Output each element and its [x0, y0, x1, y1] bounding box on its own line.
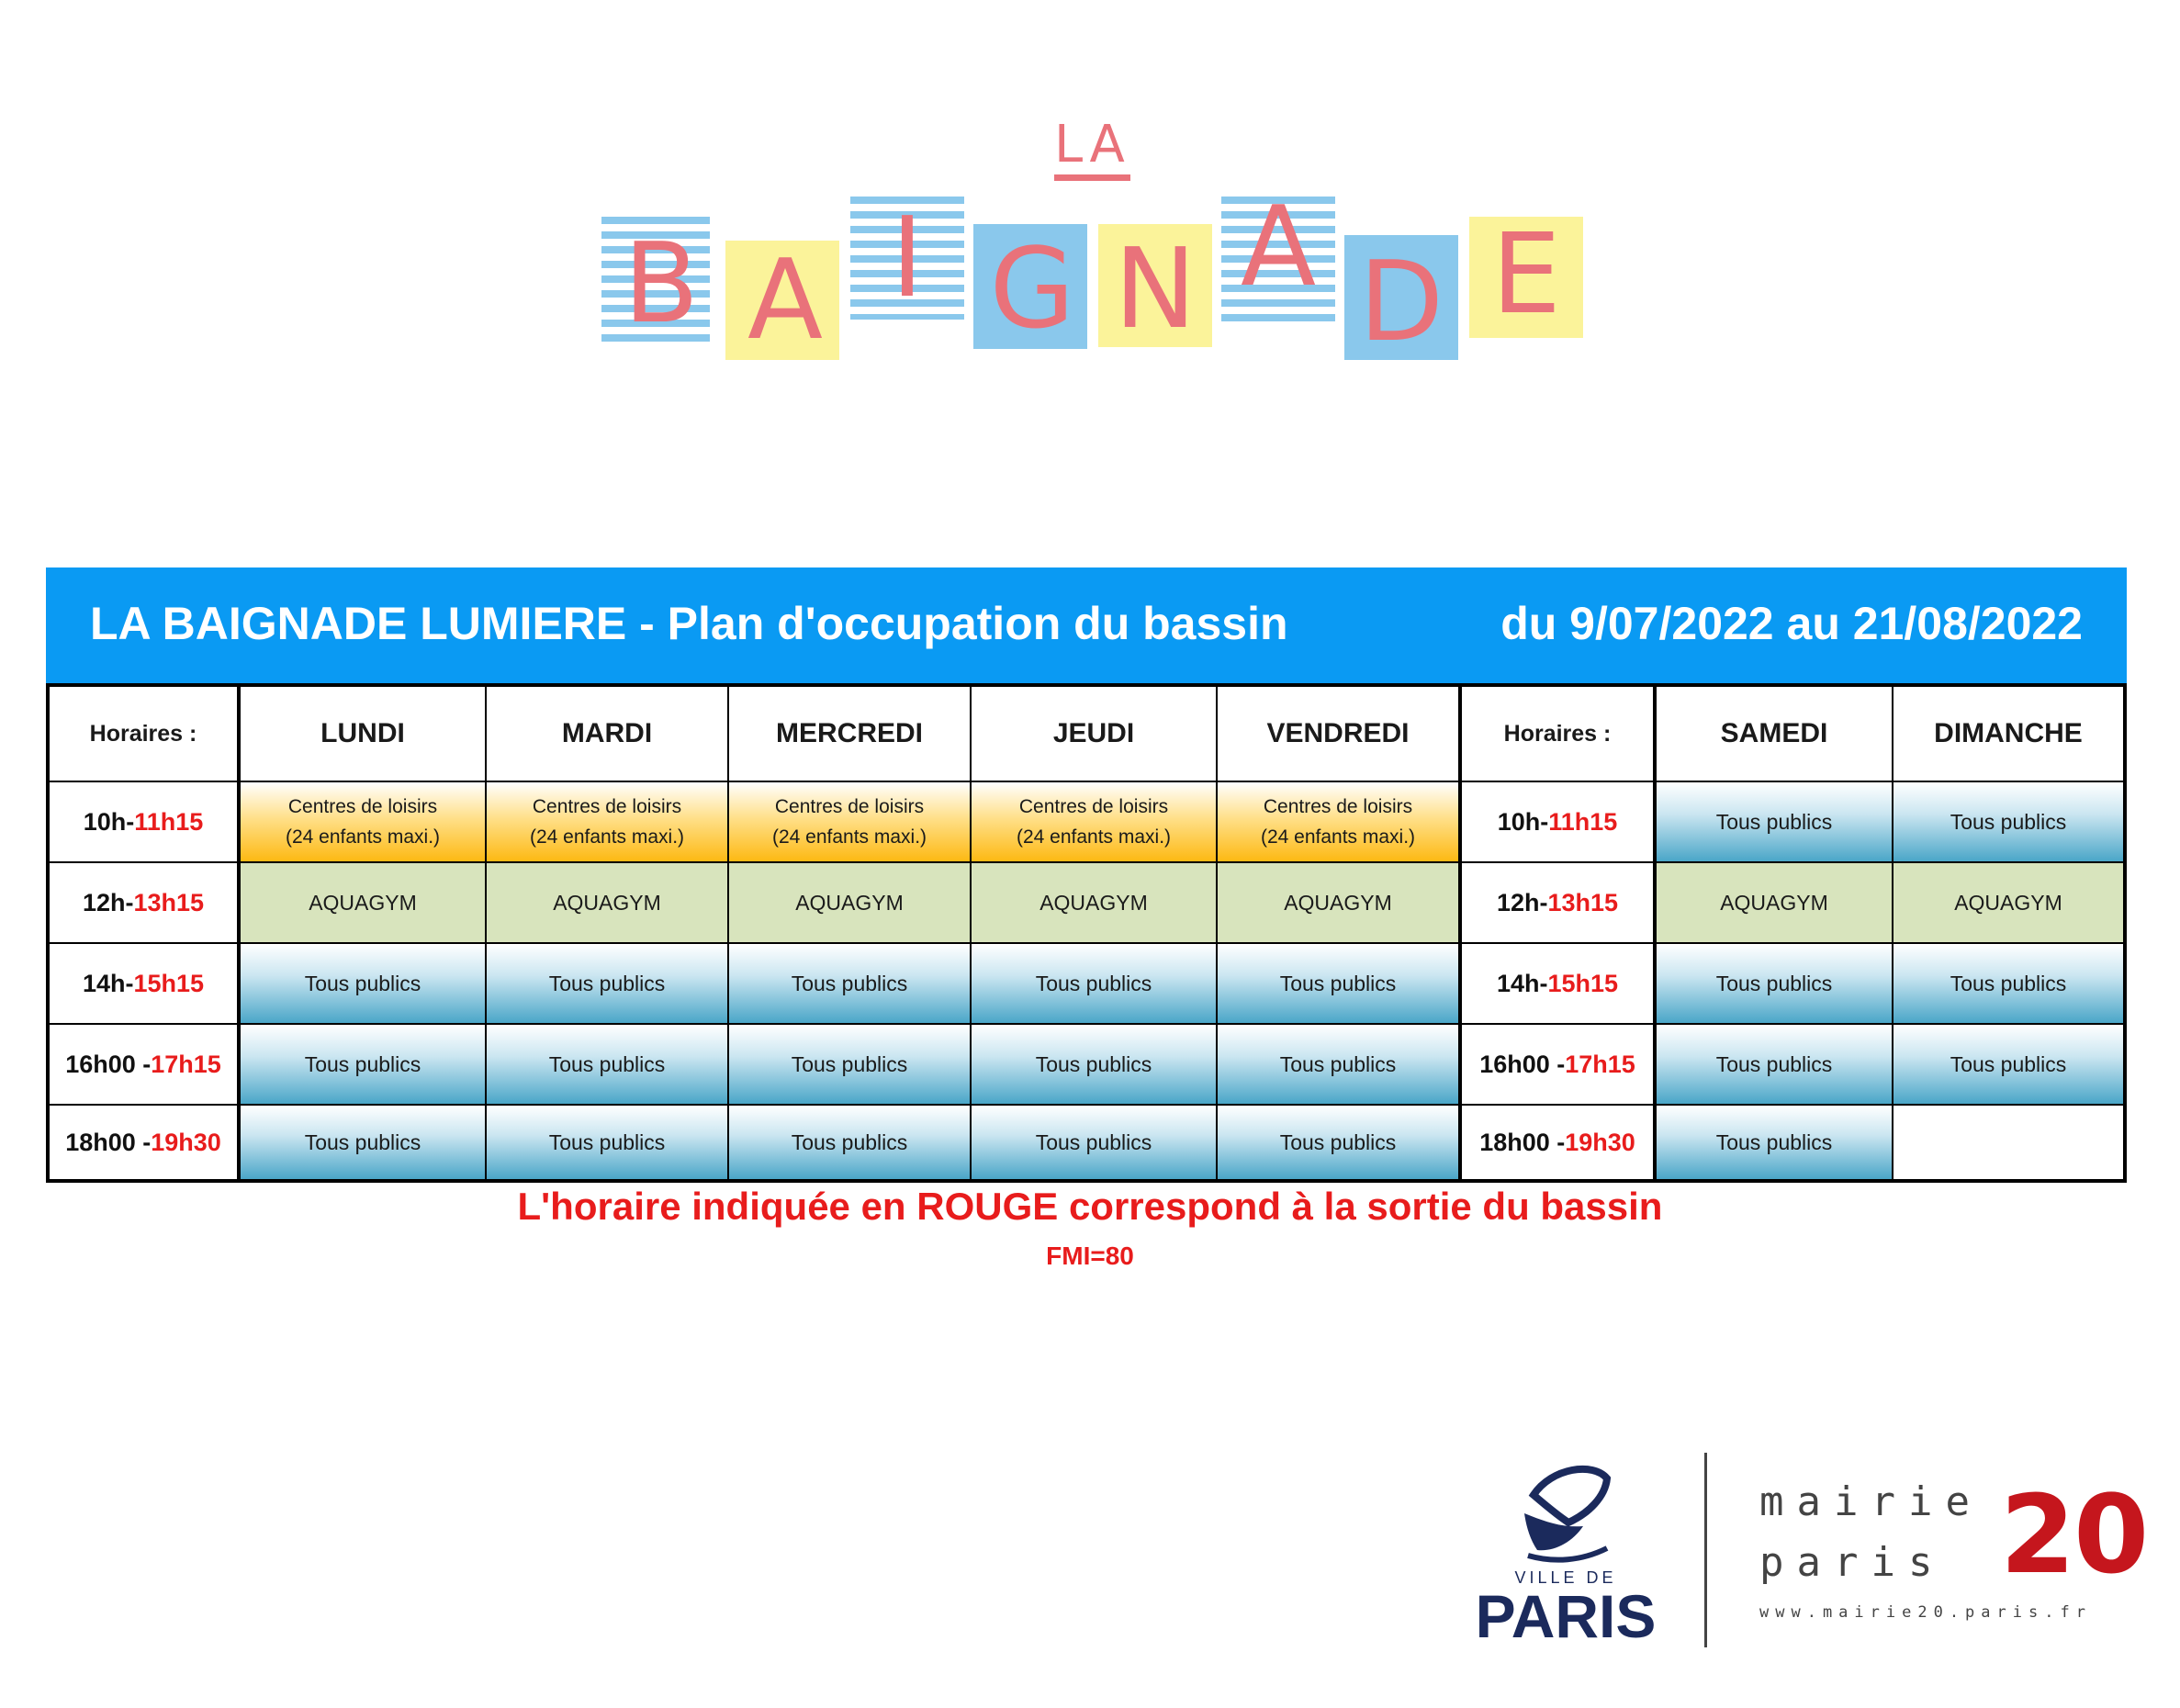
- activity-label: Tous publics: [1950, 971, 2067, 995]
- paris-lower-text: paris: [1759, 1539, 1946, 1586]
- schedule-banner: [46, 567, 2127, 683]
- logo-letter-a2: A: [1240, 184, 1317, 311]
- time-slot-weekend: [1462, 1025, 1657, 1106]
- time-slot: [50, 1025, 241, 1106]
- time-start: 10h-: [1497, 807, 1549, 836]
- activity-cell-mercredi: [729, 782, 972, 863]
- activity-line-1: Centres de loisirs: [1018, 796, 1169, 817]
- activity-label: Tous publics: [304, 1051, 421, 1076]
- time-start: 18h00 -: [1479, 1128, 1566, 1156]
- activity-line-1: Centres de loisirs: [287, 796, 438, 817]
- activity-cell-samedi: [1657, 863, 1893, 944]
- activity-cell-jeudi: [972, 782, 1218, 863]
- activity-cell-samedi: [1657, 782, 1893, 863]
- activity-line-2: (24 enfants maxi.): [771, 826, 927, 848]
- activity-label: AQUAGYM: [553, 890, 661, 915]
- activity-line-1: Centres de loisirs: [774, 796, 925, 817]
- activity-label: Tous publics: [1715, 971, 1833, 995]
- activity-cell-lundi: [241, 1106, 487, 1179]
- activity-cell-vendredi: [1218, 1106, 1462, 1179]
- activity-cell-vendredi: [1218, 944, 1462, 1025]
- time-end: 17h15: [151, 1050, 221, 1078]
- column-header: [972, 687, 1218, 782]
- activity-cell-vendredi: [1218, 782, 1462, 863]
- activity-cell-mercredi: [729, 863, 972, 944]
- activity-label: AQUAGYM: [1954, 890, 2062, 915]
- time-end: 15h15: [133, 969, 205, 997]
- column-header: [50, 687, 241, 782]
- logo-letter-i: I: [891, 195, 924, 322]
- activity-label: AQUAGYM: [1039, 890, 1148, 915]
- activity-line-2: (24 enfants maxi.): [1016, 826, 1172, 848]
- column-header-label: Horaires :: [1503, 720, 1612, 747]
- schedule-title: LA BAIGNADE LUMIERE - Plan d'occupation du bassin: [90, 598, 1288, 649]
- activity-cell-mercredi: [729, 1106, 972, 1179]
- column-header-label: MERCREDI: [775, 718, 923, 748]
- activity-cell-vendredi: [1218, 1025, 1462, 1106]
- activity-cell-mardi: [487, 1025, 729, 1106]
- activity-text: [286, 792, 440, 852]
- activity-cell-jeudi: [972, 944, 1218, 1025]
- time-end: 17h15: [1565, 1050, 1635, 1078]
- time-slot: [50, 1106, 241, 1179]
- activity-label: Tous publics: [548, 1129, 666, 1154]
- time-slot-weekend: [1462, 1106, 1657, 1179]
- activity-label: Tous publics: [1035, 1129, 1152, 1154]
- activity-label: Tous publics: [1035, 1051, 1152, 1076]
- activity-cell-mercredi: [729, 1025, 972, 1106]
- time-end: 19h30: [151, 1128, 221, 1156]
- column-header-label: MARDI: [561, 718, 653, 748]
- activity-text: [1017, 792, 1171, 852]
- time-start: 14h-: [82, 969, 134, 997]
- column-header: [241, 687, 487, 782]
- activity-cell-lundi: [241, 944, 487, 1025]
- activity-text: [530, 792, 684, 852]
- red-note: L'horaire indiquée en ROUGE correspond à la sortie du bassin: [517, 1185, 1663, 1228]
- schedule-dates: du 9/07/2022 au 21/08/2022: [1500, 598, 2083, 649]
- column-header: [1218, 687, 1462, 782]
- time-end: 15h15: [1547, 969, 1619, 997]
- activity-label: Tous publics: [1279, 971, 1397, 995]
- time-slot: [50, 782, 241, 863]
- column-header-label: VENDREDI: [1266, 718, 1410, 748]
- activity-cell-dimanche: [1893, 782, 2123, 863]
- column-header-label: DIMANCHE: [1934, 718, 2083, 748]
- activity-label: Tous publics: [791, 1051, 908, 1076]
- activity-text: [1261, 792, 1415, 852]
- activity-line-2: (24 enfants maxi.): [285, 826, 441, 848]
- activity-label: Tous publics: [1950, 1051, 2067, 1076]
- activity-label: Tous publics: [1279, 1129, 1397, 1154]
- time-start: 12h-: [82, 888, 134, 916]
- time-slot: [50, 944, 241, 1025]
- activity-line-2: (24 enfants maxi.): [529, 826, 685, 848]
- logo-letter-n: N: [1114, 226, 1197, 354]
- paris-ship-icon: [1469, 1460, 1662, 1570]
- column-header: [487, 687, 729, 782]
- column-header: [729, 687, 972, 782]
- activity-cell-jeudi: [972, 1025, 1218, 1106]
- paris-text: PARIS: [1475, 1582, 1657, 1650]
- time-slot-weekend: [1462, 782, 1657, 863]
- activity-cell-dimanche: [1893, 944, 2123, 1025]
- activity-label: Tous publics: [548, 1051, 666, 1076]
- activity-label: AQUAGYM: [795, 890, 904, 915]
- activity-text: [772, 792, 927, 852]
- activity-cell-dimanche: [1893, 1106, 2123, 1179]
- arrondissement-number: 20: [2000, 1471, 2148, 1598]
- column-header: [1657, 687, 1893, 782]
- logo-letter-b: B: [623, 220, 700, 348]
- time-end: 13h15: [133, 888, 205, 916]
- time-start: 12h-: [1496, 888, 1548, 916]
- logo-letter-e: E: [1491, 211, 1561, 339]
- activity-label: Tous publics: [304, 1129, 421, 1154]
- activity-label: Tous publics: [1950, 809, 2067, 834]
- activity-label: AQUAGYM: [1284, 890, 1392, 915]
- mairie-text: mairie: [1759, 1478, 1983, 1525]
- logo-letter-a1: A: [747, 237, 824, 365]
- ville-de-text: VILLE DE: [1514, 1568, 1617, 1587]
- time-slot-weekend: [1462, 863, 1657, 944]
- activity-label: Tous publics: [1279, 1051, 1397, 1076]
- activity-label: Tous publics: [304, 971, 421, 995]
- time-end: 19h30: [1565, 1128, 1635, 1156]
- activity-cell-mardi: [487, 863, 729, 944]
- column-header: [1893, 687, 2123, 782]
- time-start: 16h00 -: [65, 1050, 152, 1078]
- activity-cell-samedi: [1657, 1106, 1893, 1179]
- schedule-table: [46, 683, 2127, 1183]
- column-header: [1462, 687, 1657, 782]
- mairie-20-logo: [1759, 1471, 2148, 1625]
- activity-cell-samedi: [1657, 1025, 1893, 1106]
- activity-cell-samedi: [1657, 944, 1893, 1025]
- mairie-url: www.mairie20.paris.fr: [1759, 1603, 2092, 1622]
- activity-cell-mardi: [487, 1106, 729, 1179]
- time-start: 16h00 -: [1479, 1050, 1566, 1078]
- activity-cell-vendredi: [1218, 863, 1462, 944]
- activity-label: Tous publics: [1715, 1051, 1833, 1076]
- activity-line-1: Centres de loisirs: [532, 796, 682, 817]
- column-header-label: JEUDI: [1052, 718, 1135, 748]
- footer-divider: [1704, 1453, 1707, 1647]
- time-slot-weekend: [1462, 944, 1657, 1025]
- activity-cell-dimanche: [1893, 863, 2123, 944]
- activity-label: Tous publics: [548, 971, 666, 995]
- column-header-label: Horaires :: [89, 720, 197, 747]
- column-header-label: SAMEDI: [1720, 718, 1828, 748]
- activity-cell-lundi: [241, 863, 487, 944]
- activity-cell-mercredi: [729, 944, 972, 1025]
- activity-label: Tous publics: [791, 1129, 908, 1154]
- column-header-label: LUNDI: [320, 718, 405, 748]
- time-end: 11h15: [134, 807, 204, 836]
- activity-label: Tous publics: [1715, 809, 1833, 834]
- activity-label: Tous publics: [1035, 971, 1152, 995]
- time-start: 10h-: [83, 807, 135, 836]
- activity-cell-jeudi: [972, 863, 1218, 944]
- fmi-note: FMI=80: [1046, 1242, 1134, 1270]
- activity-cell-mardi: [487, 944, 729, 1025]
- time-start: 18h00 -: [65, 1128, 152, 1156]
- activity-line-2: (24 enfants maxi.): [1260, 826, 1416, 848]
- time-slot: [50, 863, 241, 944]
- activity-cell-lundi: [241, 782, 487, 863]
- la-baignade-logo: [0, 0, 2180, 386]
- logo-letter-g: G: [989, 226, 1075, 354]
- time-end: 11h15: [1548, 807, 1618, 836]
- activity-label: AQUAGYM: [1720, 890, 1828, 915]
- logo-la-text: LA: [1054, 118, 1130, 181]
- activity-line-1: Centres de loisirs: [1263, 796, 1413, 817]
- activity-label: AQUAGYM: [309, 890, 417, 915]
- activity-label: Tous publics: [1715, 1129, 1833, 1154]
- time-end: 13h15: [1547, 888, 1619, 916]
- activity-cell-lundi: [241, 1025, 487, 1106]
- activity-cell-dimanche: [1893, 1025, 2123, 1106]
- time-start: 14h-: [1496, 969, 1548, 997]
- ville-de-paris-logo: [1469, 1460, 1662, 1653]
- activity-cell-jeudi: [972, 1106, 1218, 1179]
- activity-cell-mardi: [487, 782, 729, 863]
- logo-letter-d: D: [1358, 239, 1444, 366]
- activity-label: Tous publics: [791, 971, 908, 995]
